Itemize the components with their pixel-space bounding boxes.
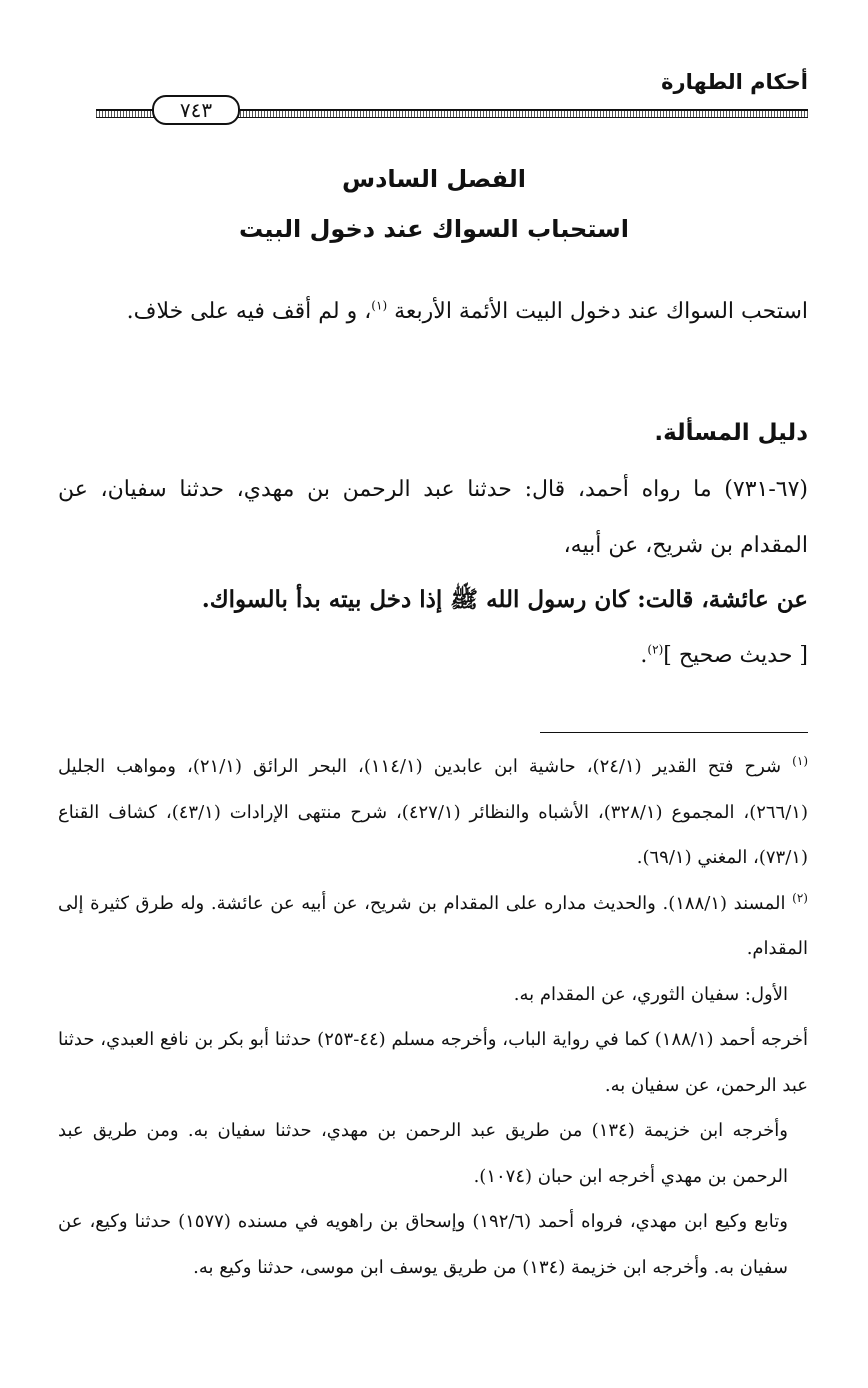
footnote-2-para: وأخرجه ابن خزيمة (١٣٤) من طريق عبد الرحمن بن مهدي، حدثنا سفيان به. ومن طريق عبد الرحمن بن مهدي أخرجه ابن حبان (١٠٧٤). — [58, 1120, 788, 1187]
footnote-marker: (١) — [792, 754, 808, 768]
chapter-subtitle: استحباب السواك عند دخول البيت — [239, 215, 629, 243]
footnote-separator — [540, 732, 808, 733]
running-title: أحكام الطهارة — [661, 70, 808, 94]
footnote-text: شرح فتح القدير (٢٤/١)، حاشية ابن عابدين (١١٤/١)، البحر الرائق (٢١/١)، ومواهب الجليل (٢٦٦/١)، المجموع (٣٢٨/١)، الأشباه والنظائر (٤٢٧/١)، شرح منتهى الإرادات (٤٣/١)، كشاف القناع (٧٣/١)، المغني (٦٩/١). — [58, 756, 808, 868]
intro-text: استحب السواك عند دخول البيت الأئمة الأربعة — [394, 299, 808, 324]
hadith-isnad: (٦٧-٧٣١) ما رواه أحمد، قال: حدثنا عبد الرحمن بن مهدي، حدثنا سفيان، عن المقدام بن شريح، عن أبيه، — [58, 477, 808, 558]
footnote-2-para: وتابع وكيع ابن مهدي، فرواه أحمد (١٩٢/٦) وإسحاق بن راهويه في مسنده (١٥٧٧) حدثنا وكيع، عن سفيان به. وأخرجه ابن خزيمة (١٣٤) من طريق يوسف ابن موسى، حدثنا وكيع به. — [58, 1211, 788, 1278]
footnote-text: المسند (١٨٨/١). والحديث مداره على المقدام بن شريح، عن أبيه عن عائشة. وله طرق كثيرة إلى المقدام. — [58, 892, 808, 959]
page-number: ٧٤٣ — [152, 95, 240, 125]
hadith-matn: عن عائشة، قالت: كان رسول الله ﷺ إذا دخل بيته بدأ بالسواك. — [201, 586, 808, 613]
intro-text-after: ، و لم أقف فيه على خلاف. — [126, 299, 372, 324]
footnotes — [58, 744, 808, 1290]
evidence-heading: دليل المسألة. — [654, 420, 808, 446]
footnote-2-para: أخرجه أحمد (١٨٨/١) كما في رواية الباب، وأخرجه مسلم (٤٤-٢٥٣) حدثنا أبو بكر بن نافع العبدي، حدثنا عبد الرحمن، عن سفيان به. — [58, 1029, 808, 1096]
chapter-title: الفصل السادس — [341, 165, 527, 193]
intro-paragraph — [58, 284, 808, 340]
footnote-ref-1: (١) — [371, 298, 388, 313]
grade-end: . — [640, 643, 648, 668]
grade-text: [ حديث صحيح ] — [663, 643, 808, 668]
footnote-marker: (٢) — [792, 890, 808, 905]
hadith-grade — [640, 628, 808, 684]
footnote-2-para: الأول: سفيان الثوري، عن المقدام به. — [513, 983, 788, 1005]
footnote-2 — [58, 881, 808, 972]
footnote-1 — [58, 744, 808, 881]
footnote-ref-2: (٢) — [647, 642, 664, 657]
